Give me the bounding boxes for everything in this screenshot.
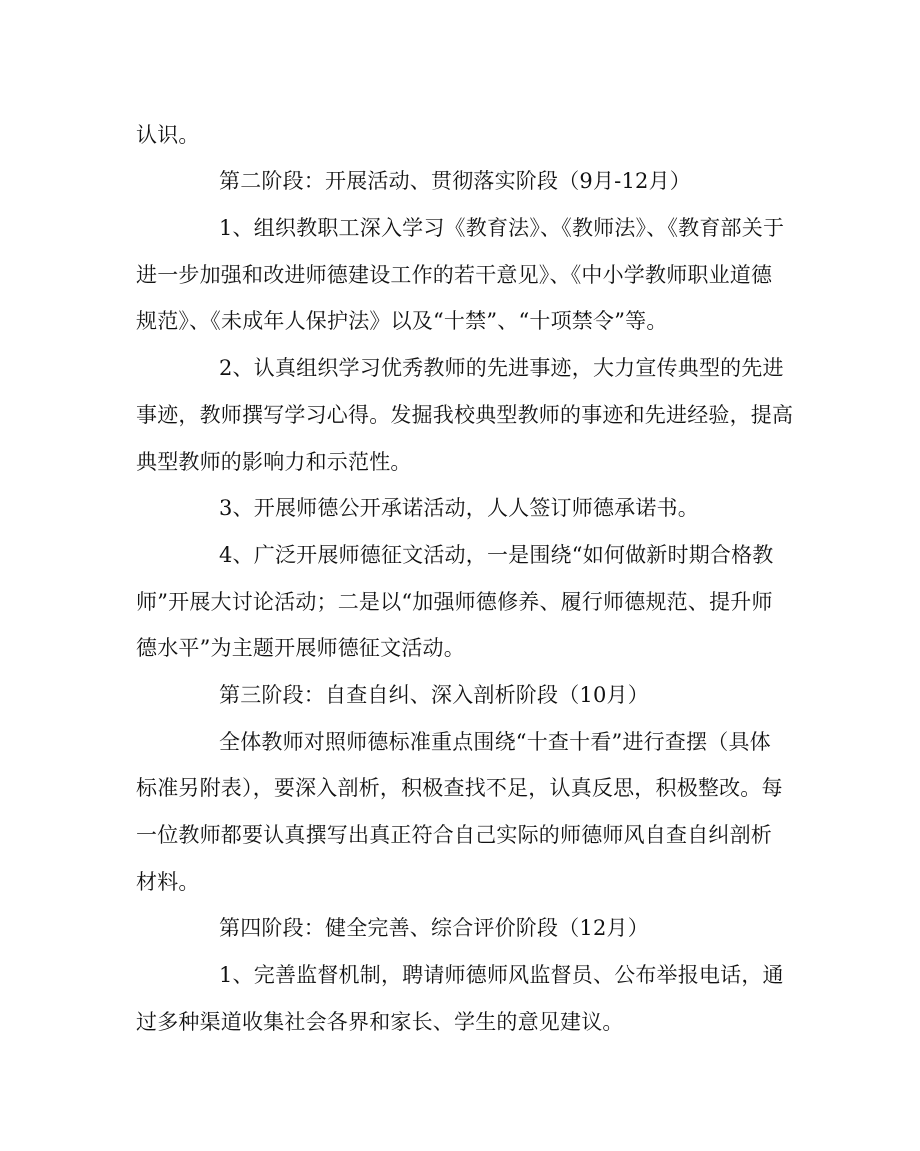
text-line: 一位教师都要认真撰写出真正符合自己实际的师德师风自查自纠剖析 xyxy=(136,823,772,847)
text-line: 标准另附表），要深入剖析，积极查找不足，认真反思，积极整改。每 xyxy=(136,776,783,800)
text-line: 1、组织教职工深入学习《教育法》、《教师法》、《教育部关于 xyxy=(219,216,785,240)
text-line: 师”开展大讨论活动；二是以“加强师德修养、履行师德规范、提升师 xyxy=(136,590,773,614)
section-heading: 第三阶段：自查自纠、深入剖析阶段（10月） xyxy=(219,683,649,707)
text-line: 3、开展师德公开承诺活动，人人签订师德承诺书。 xyxy=(219,496,699,520)
text-line: 过多种渠道收集社会各界和家长、学生的意见建议。 xyxy=(136,1010,624,1034)
text-line: 典型教师的影响力和示范性。 xyxy=(136,450,412,474)
text-line: 事迹，教师撰写学习心得。发掘我校典型教师的事迹和先进经验，提高 xyxy=(136,403,794,427)
text-line: 2、认真组织学习优秀教师的先进事迹，大力宣传典型的先进 xyxy=(219,356,784,380)
text-line: 1、完善监督机制，聘请师德师风监督员、公布举报电话，通 xyxy=(219,963,784,987)
text-line: 认识。 xyxy=(136,123,200,147)
section-heading: 第四阶段：健全完善、综合评价阶段（12月） xyxy=(219,916,649,940)
text-line: 进一步加强和改进师德建设工作的若干意见》、《中小学教师职业道德 xyxy=(136,263,773,287)
text-line: 德水平”为主题开展师德征文活动。 xyxy=(136,636,465,660)
text-line: 4、广泛开展师德征文活动，一是围绕“如何做新时期合格教 xyxy=(219,543,774,567)
text-line: 材料。 xyxy=(136,870,200,894)
text-line: 规范》、《未成年人保护法》以及“十禁”、“十项禁令”等。 xyxy=(136,309,668,333)
section-heading: 第二阶段：开展活动、贯彻落实阶段（9月-12月） xyxy=(219,169,691,193)
text-line: 全体教师对照师德标准重点围绕“十查十看”进行查摆（具体 xyxy=(219,730,771,754)
